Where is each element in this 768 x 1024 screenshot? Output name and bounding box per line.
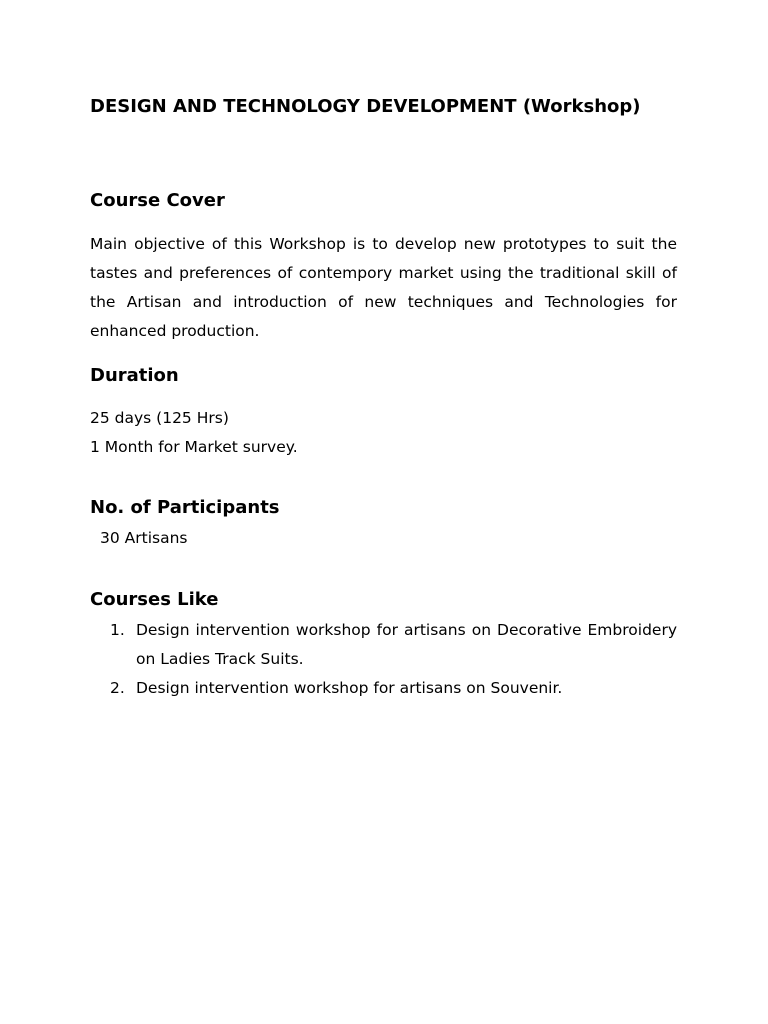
courses-heading: Courses Like	[90, 589, 219, 610]
courses-list	[90, 616, 677, 703]
list-item	[90, 674, 677, 703]
duration-line-survey: 1 Month for Market survey.	[90, 438, 298, 456]
list-item-text: Design intervention workshop for artisans on Souvenir.	[136, 679, 563, 697]
duration-line-hours: 25 days (125 Hrs)	[90, 409, 229, 427]
course-cover-text: Main objective of this Workshop is to develop new prototypes to suit the tastes and preferences of contempory market using the traditional skill of the Artisan and introduction of new techniques and Technologies for enhanced production.	[90, 235, 677, 340]
document-title: DESIGN AND TECHNOLOGY DEVELOPMENT (Workshop)	[90, 96, 641, 117]
duration-heading: Duration	[90, 365, 179, 386]
list-item-number: 2.	[110, 679, 125, 697]
course-cover-heading: Course Cover	[90, 190, 225, 211]
list-item	[90, 616, 677, 674]
list-item-number: 1.	[110, 621, 125, 639]
participants-heading: No. of Participants	[90, 497, 280, 518]
list-item-text: Design intervention workshop for artisans on Decorative Embroidery on Ladies Track Suits.	[136, 621, 677, 668]
participants-value: 30 Artisans	[100, 529, 188, 547]
